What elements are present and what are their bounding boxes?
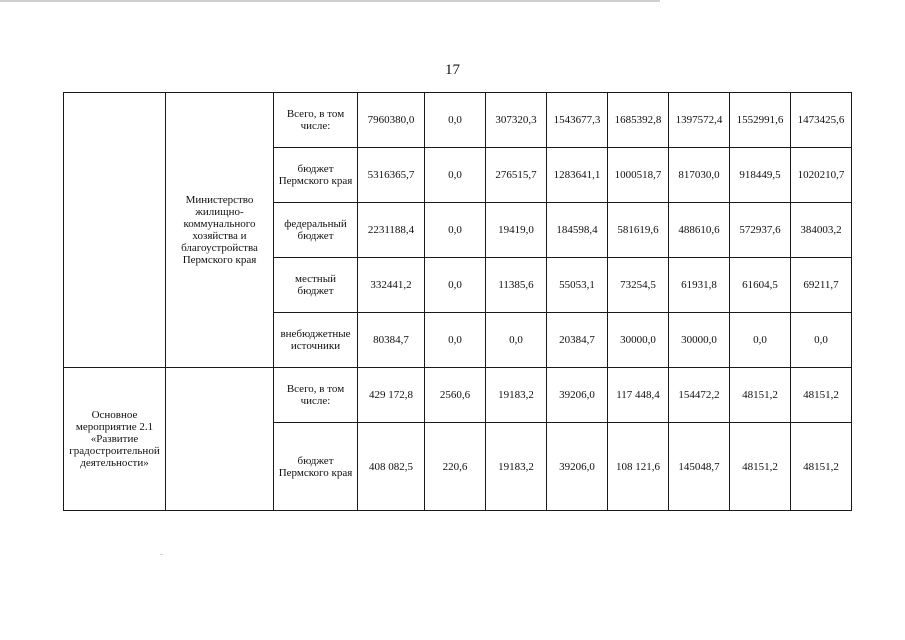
value-cell: 1685392,8 [608,93,669,148]
value-cell: 48151,2 [730,368,791,423]
value-cell: 19183,2 [486,368,547,423]
value-cell: 11385,6 [486,258,547,313]
value-cell: 7960380,0 [358,93,425,148]
value-cell: 488610,6 [669,203,730,258]
value-cell: 39206,0 [547,423,608,511]
value-cell: 0,0 [791,313,852,368]
value-cell: 408 082,5 [358,423,425,511]
value-cell: 0,0 [425,313,486,368]
value-cell: 145048,7 [669,423,730,511]
value-cell: 0,0 [730,313,791,368]
value-cell: 0,0 [425,258,486,313]
value-cell: 61604,5 [730,258,791,313]
value-cell: 1397572,4 [669,93,730,148]
value-cell: 48151,2 [791,368,852,423]
source-cell: Всего, в том числе: [274,93,358,148]
executor-cell: Министерство жилищно-коммунального хозяйства и благоустройства Пермского края [166,93,274,368]
value-cell: 581619,6 [608,203,669,258]
value-cell: 48151,2 [730,423,791,511]
source-cell: Всего, в том числе: [274,368,358,423]
value-cell: 1283641,1 [547,148,608,203]
value-cell: 1000518,7 [608,148,669,203]
value-cell: 332441,2 [358,258,425,313]
value-cell: 0,0 [425,203,486,258]
scan-edge-line [0,0,660,2]
source-cell: внебюджетные источники [274,313,358,368]
value-cell: 572937,6 [730,203,791,258]
table-row [64,93,852,148]
budget-table [63,92,852,511]
value-cell: 429 172,8 [358,368,425,423]
value-cell: 117 448,4 [608,368,669,423]
value-cell: 817030,0 [669,148,730,203]
value-cell: 20384,7 [547,313,608,368]
value-cell: 80384,7 [358,313,425,368]
value-cell: 61931,8 [669,258,730,313]
scan-speck [160,554,163,555]
page-number: 17 [445,62,460,78]
value-cell: 1543677,3 [547,93,608,148]
value-cell: 108 121,6 [608,423,669,511]
source-cell: бюджет Пермского края [274,148,358,203]
value-cell: 1473425,6 [791,93,852,148]
value-cell: 73254,5 [608,258,669,313]
value-cell: 0,0 [425,93,486,148]
value-cell: 0,0 [486,313,547,368]
value-cell: 1552991,6 [730,93,791,148]
value-cell: 2231188,4 [358,203,425,258]
value-cell: 55053,1 [547,258,608,313]
value-cell: 220,6 [425,423,486,511]
value-cell: 184598,4 [547,203,608,258]
value-cell: 19419,0 [486,203,547,258]
program-cell [64,93,166,368]
value-cell: 2560,6 [425,368,486,423]
source-cell: местный бюджет [274,258,358,313]
source-cell: федеральный бюджет [274,203,358,258]
value-cell: 1020210,7 [791,148,852,203]
value-cell: 69211,7 [791,258,852,313]
executor-cell [166,368,274,511]
value-cell: 19183,2 [486,423,547,511]
value-cell: 384003,2 [791,203,852,258]
value-cell: 30000,0 [608,313,669,368]
value-cell: 0,0 [425,148,486,203]
value-cell: 307320,3 [486,93,547,148]
value-cell: 39206,0 [547,368,608,423]
program-cell: Основное мероприятие 2.1 «Развитие градостроительной деятельности» [64,368,166,511]
value-cell: 154472,2 [669,368,730,423]
source-cell: бюджет Пермского края [274,423,358,511]
value-cell: 30000,0 [669,313,730,368]
table-row [64,368,852,423]
value-cell: 276515,7 [486,148,547,203]
value-cell: 48151,2 [791,423,852,511]
value-cell: 918449,5 [730,148,791,203]
value-cell: 5316365,7 [358,148,425,203]
